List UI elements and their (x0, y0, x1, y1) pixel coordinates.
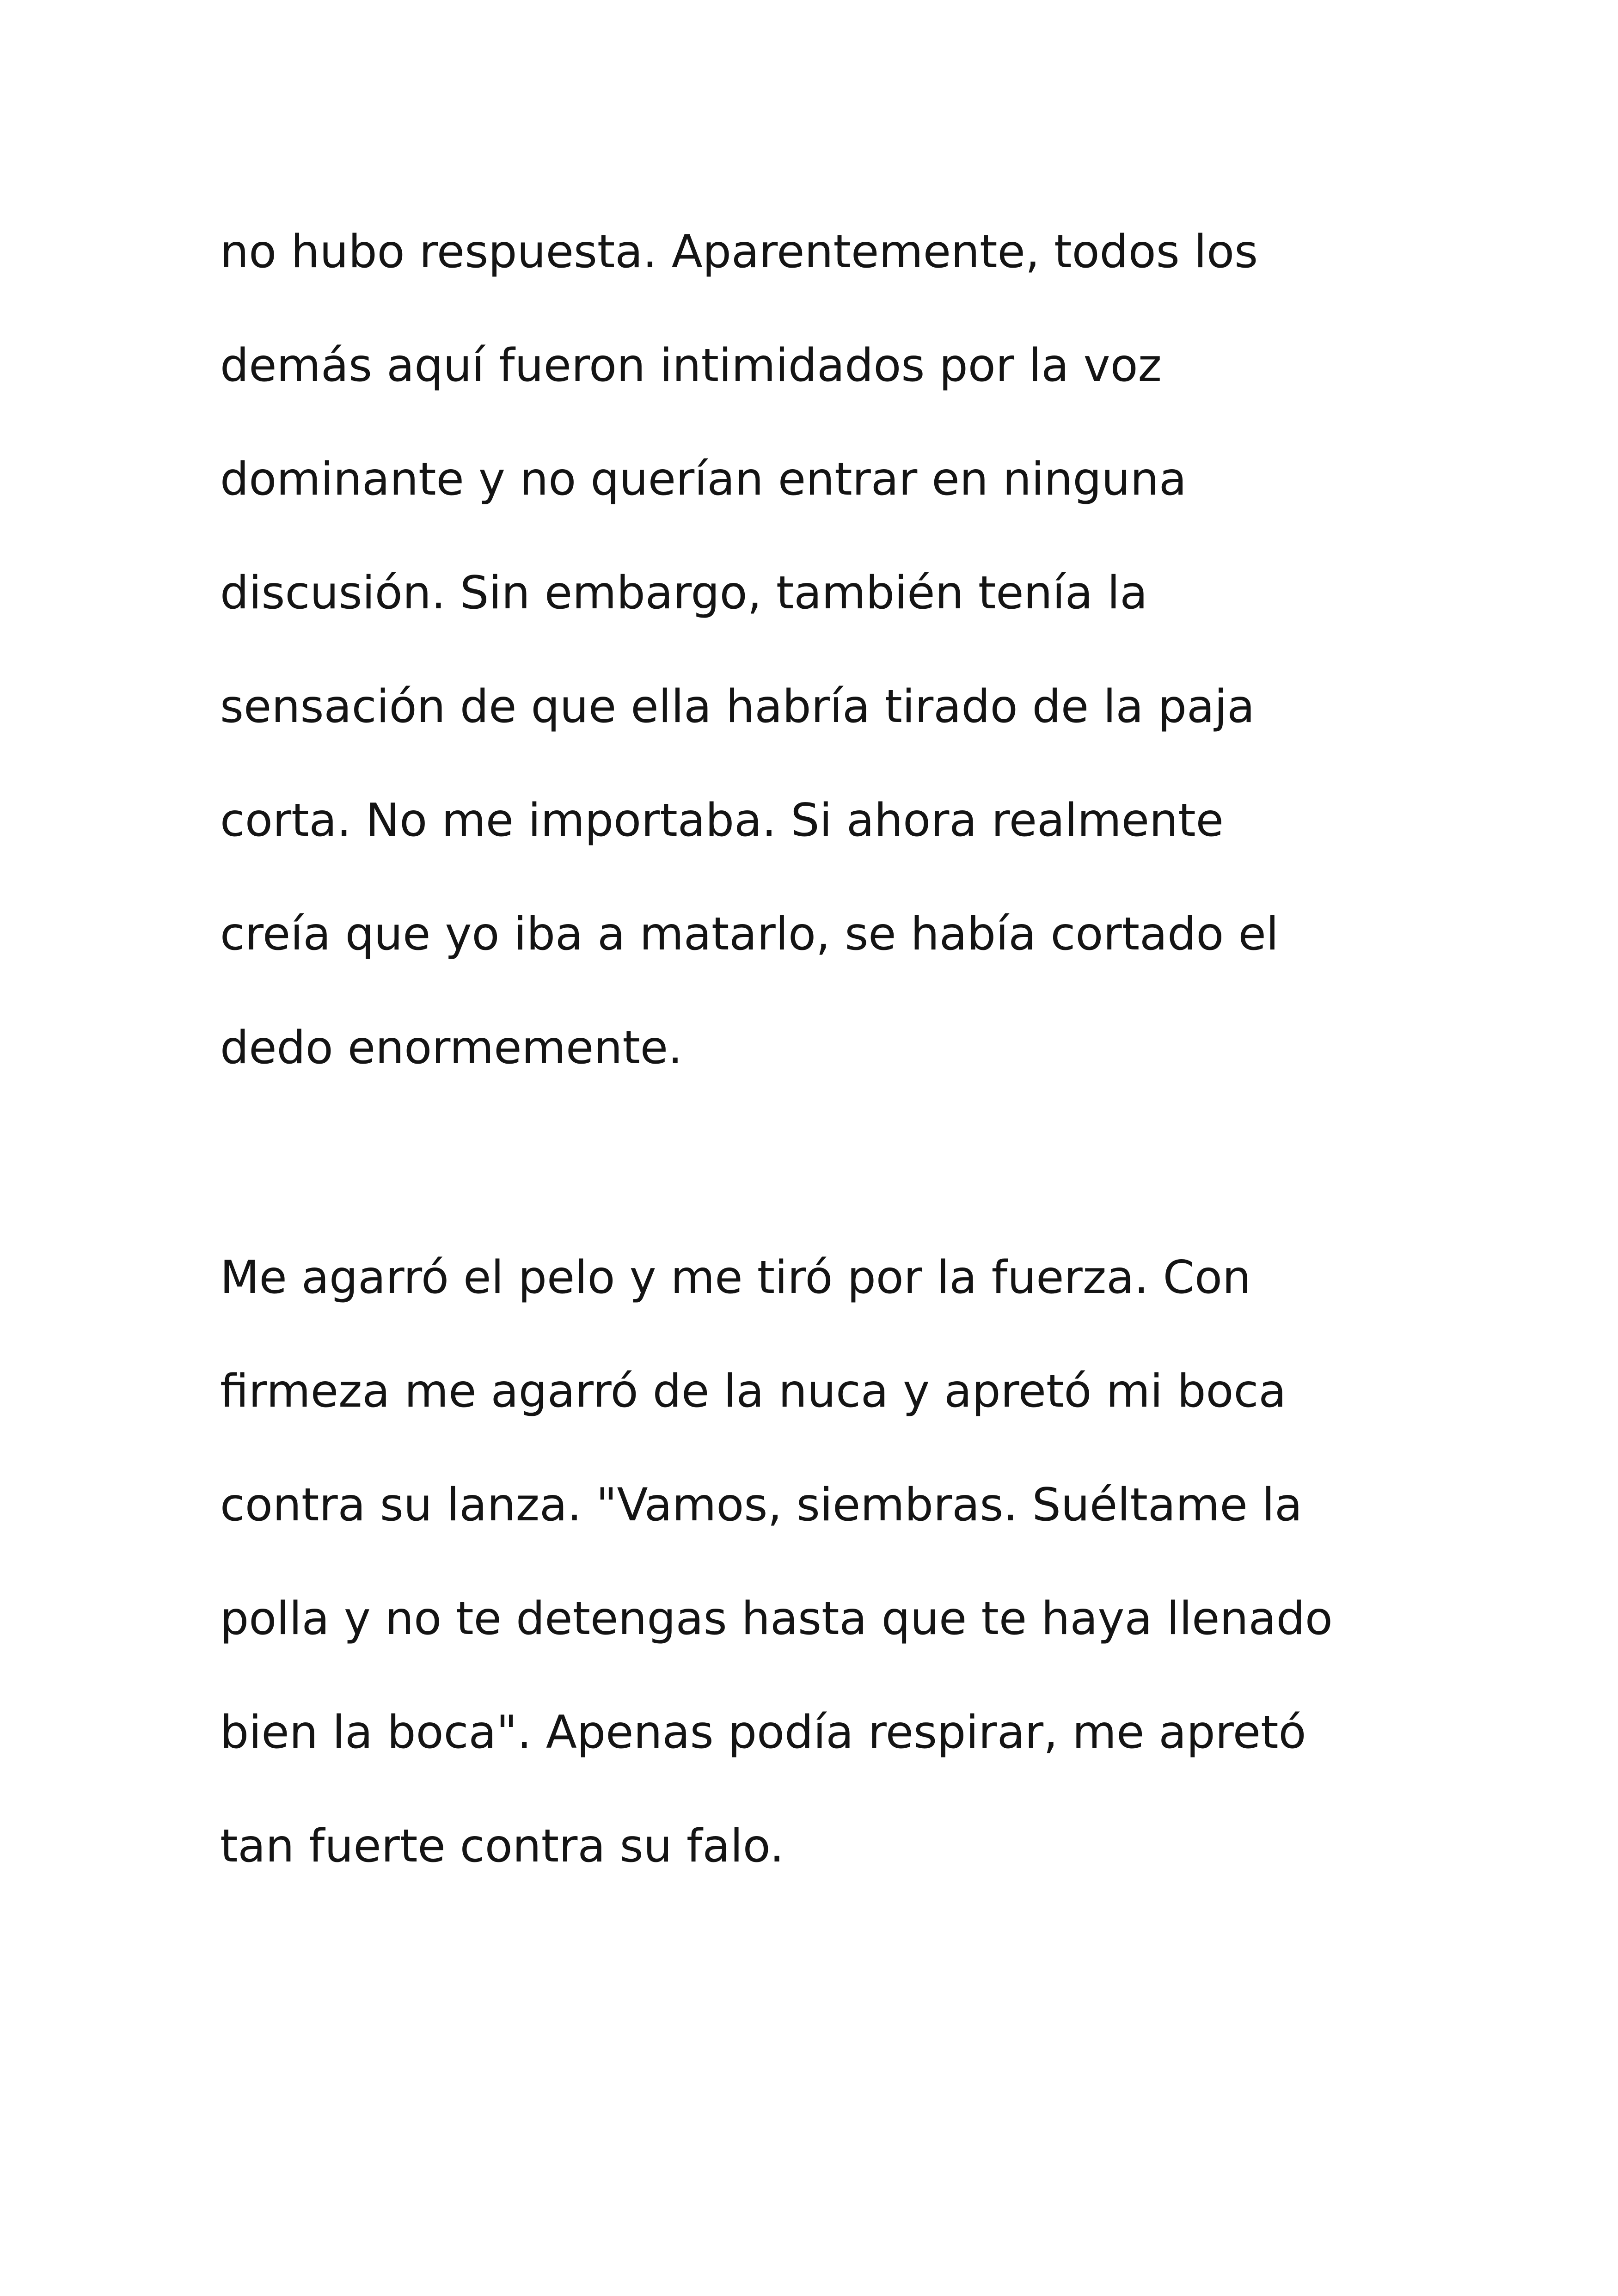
text-line: contra su lanza. "Vamos, siembras. Suéltame la (220, 1479, 1303, 1531)
paragraph-2 (220, 1221, 1468, 1903)
text-line: demás aquí fueron intimidados por la voz (220, 339, 1162, 392)
text-line: creía que yo iba a matarlo, se había cortado el (220, 908, 1279, 961)
text-line: bien la boca". Apenas podía respirar, me apretó (220, 1706, 1306, 1759)
text-line: dominante y no querían entrar en ninguna (220, 453, 1187, 506)
paragraph-1 (220, 195, 1468, 1105)
text-line: discusión. Sin embargo, también tenía la (220, 567, 1148, 619)
text-line: sensación de que ella habría tirado de la paja (220, 680, 1255, 733)
text-line: firmeza me agarró de la nuca y apretó mi boca (220, 1365, 1287, 1418)
text-line: no hubo respuesta. Aparentemente, todos los (220, 226, 1258, 278)
text-line: corta. No me importaba. Si ahora realmente (220, 794, 1224, 847)
text-line: Me agarró el pelo y me tiró por la fuerza. Con (220, 1251, 1251, 1304)
text-line: tan fuerte contra su falo. (220, 1820, 784, 1873)
text-line: dedo enormemente. (220, 1022, 683, 1074)
text-line: polla y no te detengas hasta que te haya llenado (220, 1592, 1333, 1645)
